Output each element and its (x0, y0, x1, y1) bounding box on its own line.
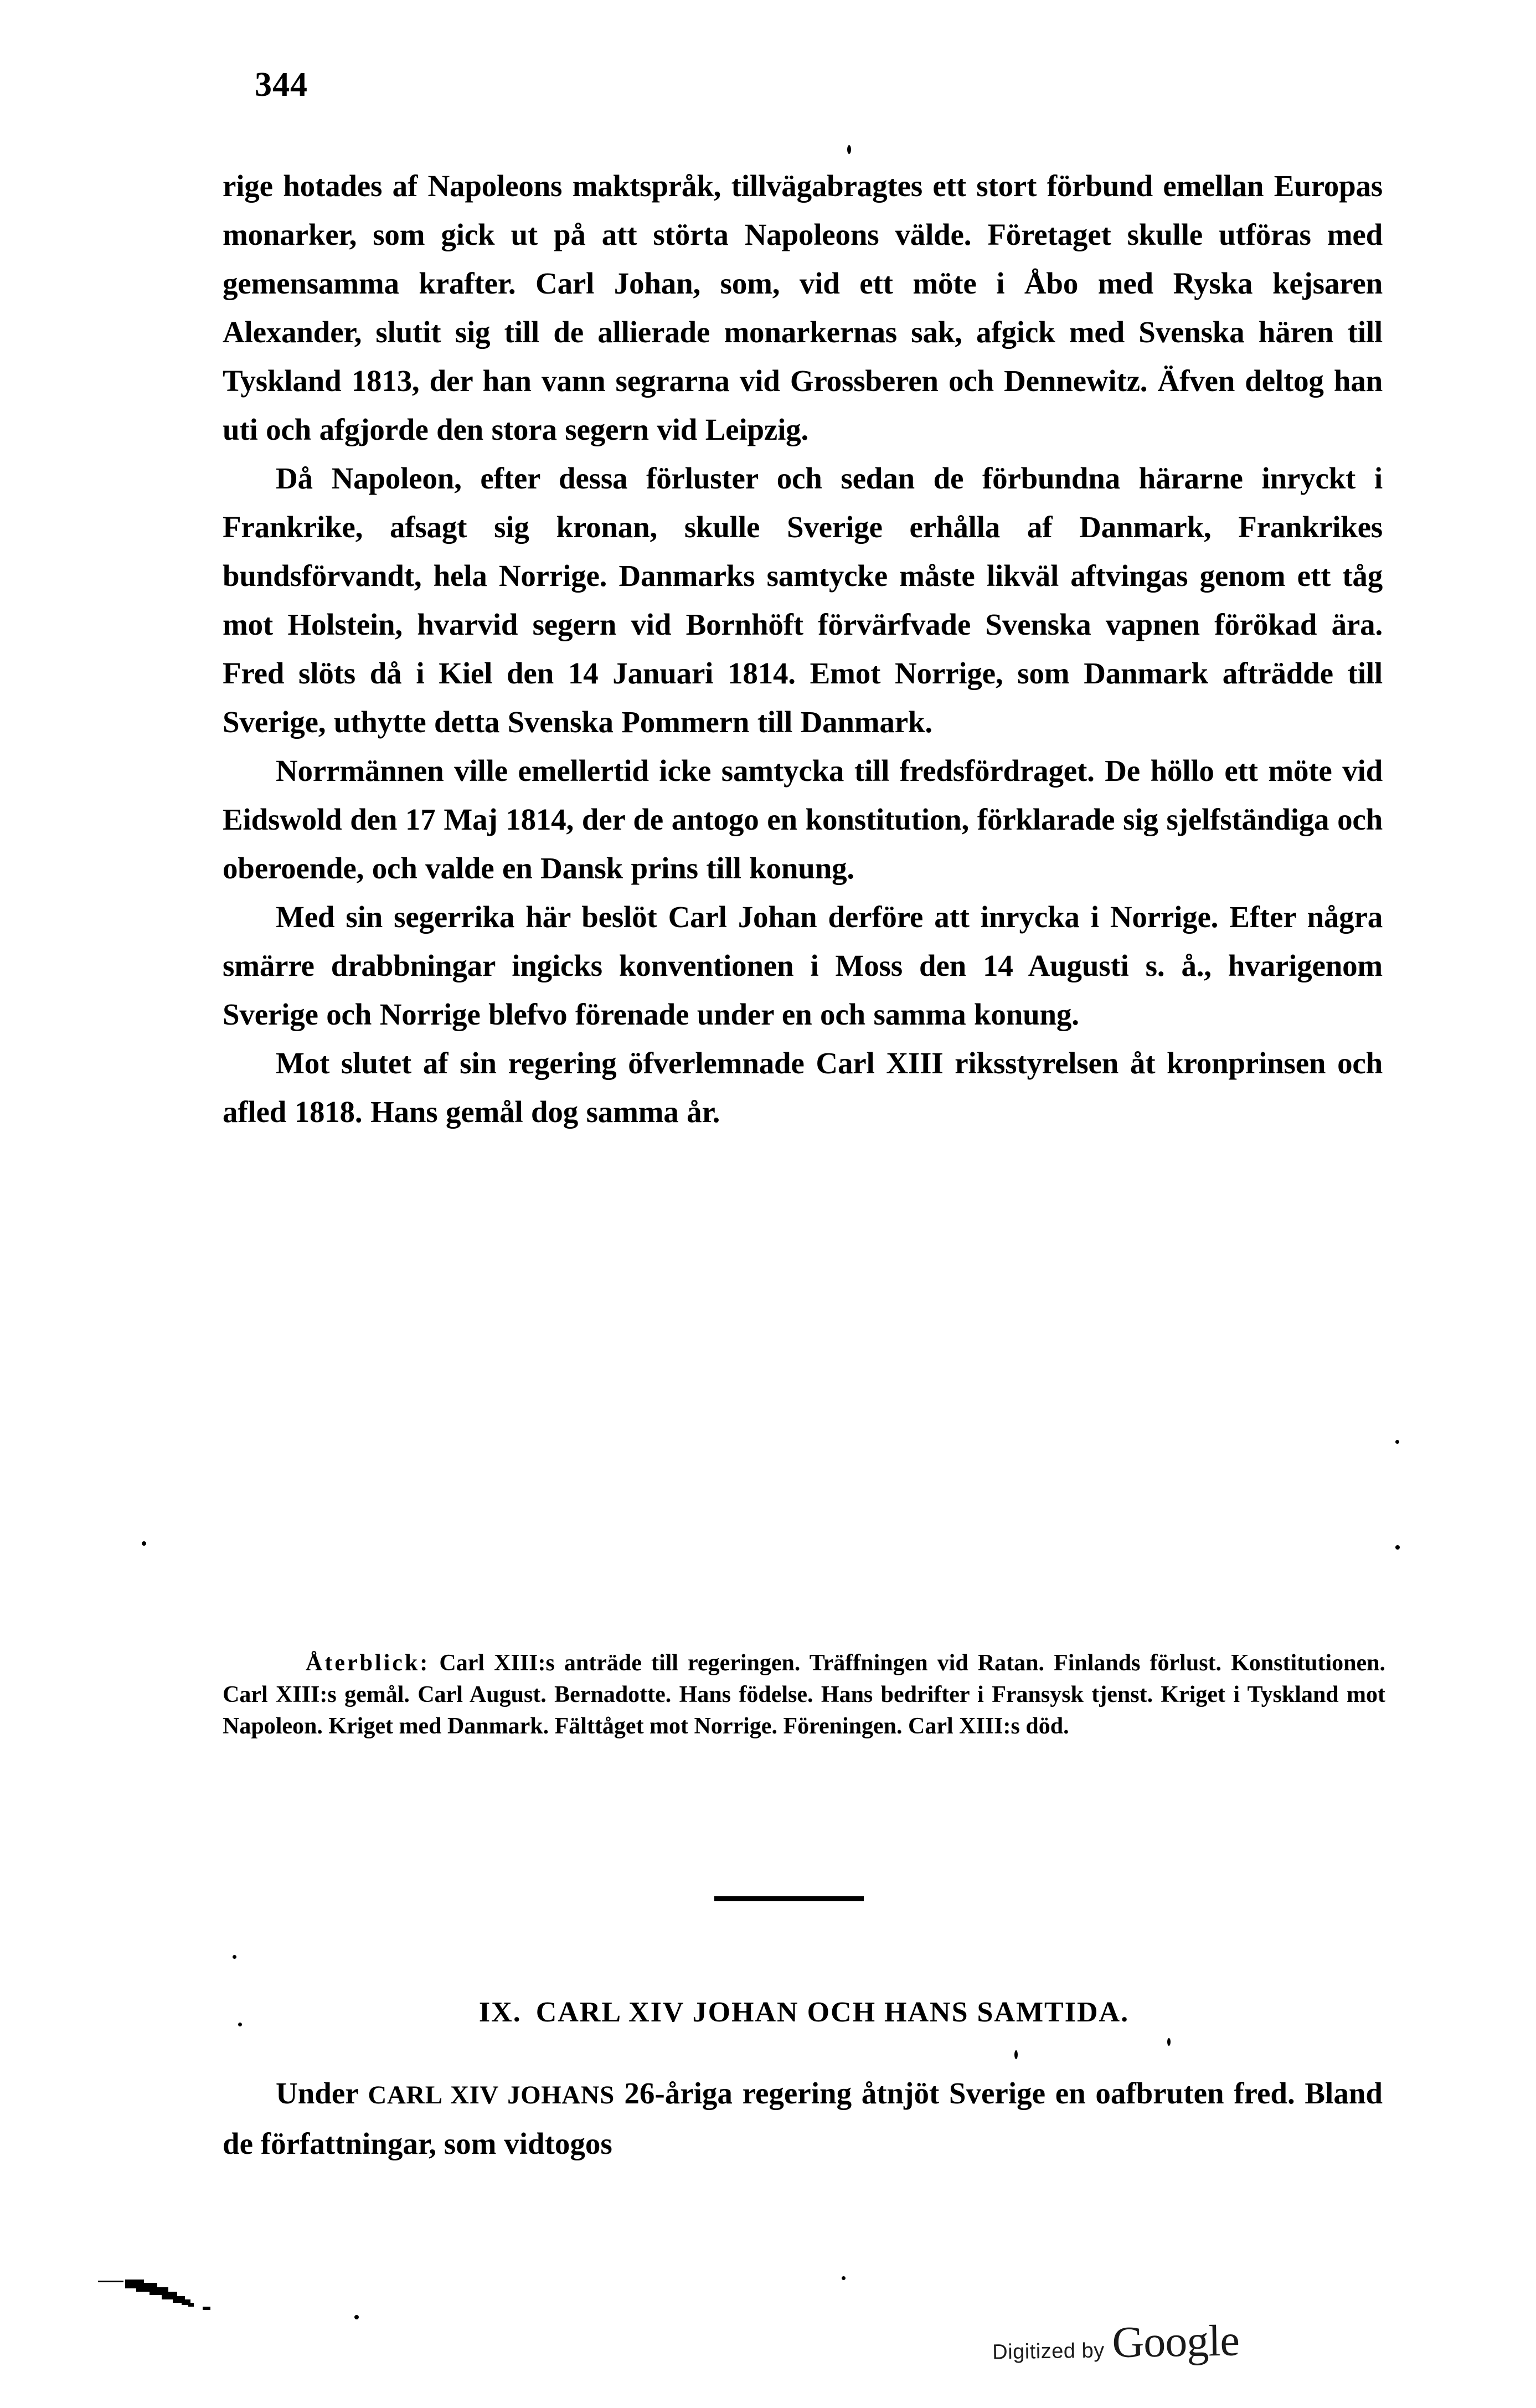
smallcaps-name: CARL XIV JOHANS (368, 2081, 615, 2109)
page-number: 344 (255, 66, 308, 104)
summary-block (223, 1648, 1385, 1742)
section-divider-rule (714, 1896, 864, 1901)
scan-speck (847, 145, 851, 154)
paragraph: Mot slutet af sin regering öfverlemnade Carl XIII riksstyrelsen åt kronprinsen och afled 1818. Hans gemål dog samma år. (223, 1046, 1383, 1129)
scan-artifact-mark (121, 2277, 215, 2327)
paragraph (223, 2069, 1383, 2168)
scan-speck (1014, 2050, 1018, 2059)
scan-artifact-rule (98, 2281, 123, 2282)
scan-speck (1167, 2038, 1171, 2046)
scan-speck (842, 2276, 846, 2280)
paragraph: rige hotades af Napoleons maktspråk, tillvägabragtes ett stort förbund emellan Europas monarker, som gick ut på att störta Napoleons välde. Företaget skulle utföras med gemensamma krafter. Carl Johan, som, vid ett möte i Åbo med Ryska kejsaren Alexander, slutit sig till de allierade monarkernas sak, afgick med Svenska hären till Tyskland 1813, der han vann segrarna vid Grossberen och Dennewitz. Äfven deltog han uti och afgjorde den stora segern vid Leipzig. (223, 169, 1383, 446)
chapter-number: IX. (478, 1997, 522, 2028)
scan-speck (354, 2315, 359, 2319)
chapter-heading (223, 1996, 1385, 2029)
scan-speck (142, 1541, 146, 1546)
paragraph: Då Napoleon, efter dessa förluster och sedan de förbundna härarne inryckt i Frankrike, afsagt sig kronan, skulle Sverige erhålla af Danmark, Frankrikes bundsförvandt, hela Norrige. Danmarks samtycke måste likväl aftvingas genom ett tåg mot Holstein, hvarvid segern vid Bornhöft förvärfvade Svenska vapnen förökad ära. Fred slöts då i Kiel den 14 Januari 1814. Emot Norrige, som Danmark afträdde till Sverige, uthytte detta Svenska Pommern till Danmark. (223, 461, 1383, 739)
scan-speck (238, 2023, 242, 2026)
paragraph: Norrmännen ville emellertid icke samtycka till fredsfördraget. De höllo ett möte vid Eidswold den 17 Maj 1814, der de antogo en konstitution, förklarade sig sjelfständiga och oberoende, och valde en Dansk prins till konung. (223, 754, 1383, 885)
google-watermark (992, 2316, 1240, 2368)
chapter-title: CARL XIV JOHAN OCH HANS SAMTIDA. (535, 1997, 1130, 2028)
paragraph: Med sin segerrika här beslöt Carl Johan derföre att inrycka i Norrige. Efter några smärre drabbningar ingicks konventionen i Moss den 14 Augusti s. å., hvarigenom Sverige och Norrige blefvo förenade under en och samma konung. (223, 900, 1383, 1031)
scan-speck (1395, 1440, 1399, 1444)
main-text-block (223, 162, 1383, 1136)
scan-speck (233, 1955, 236, 1959)
google-logo: Google (1111, 2316, 1240, 2368)
scan-speck (1395, 1545, 1400, 1550)
summary-label: Återblick: (306, 1650, 430, 1676)
summary-text: Carl XIII:s anträde till regeringen. Träffningen vid Ratan. Finlands förlust. Konstitutionen. Carl XIII:s gemål. Carl August. Bernadotte. Hans födelse. Hans bedrifter i Fransysk tjenst. Kriget i Tyskland mot Napoleon. Kriget med Danmark. Fälttåget mot Norrige. Föreningen. Carl XIII:s död. (223, 1650, 1386, 1739)
closing-text: 26-åriga regering åtnjöt Sverige en oafbruten fred. Bland de författningar, som vidtogos (223, 2076, 1383, 2160)
digitized-by-label: Digitized by (992, 2339, 1105, 2364)
closing-paragraph-block (223, 2069, 1383, 2168)
lead-word: Under (276, 2076, 358, 2110)
